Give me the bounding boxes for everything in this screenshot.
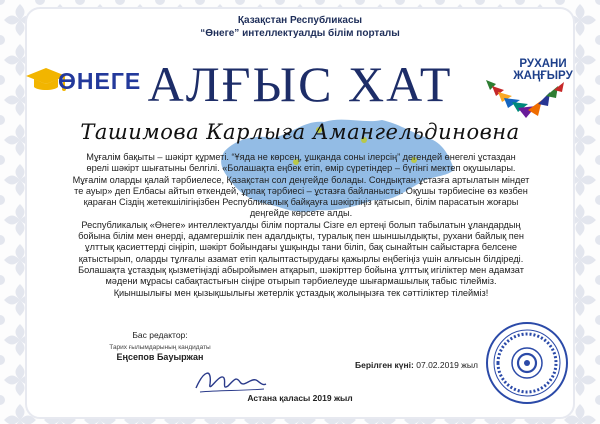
rukhani-zhangyru-label xyxy=(508,58,578,82)
body-line: қатыстырып, оларды тұлғалы азамат етіп қалыптастырудағы қажырлы еңбегіңіз үшін алғысын білдіреді. xyxy=(78,253,524,264)
header-portal-name: “Өнеге” интеллектуалды білім порталы xyxy=(200,28,400,39)
header-country: Қазақстан Республикасы xyxy=(237,15,363,26)
issue-date-value: 07.02.2019 жыл xyxy=(416,360,478,370)
body-line: Болашақта ұстаздық қызметіңізді абыройымен атқарып, шәкірттер бойына ұлттық игіліктер мен адамзат xyxy=(78,264,524,275)
rukhani-line2: ЖАҢҒЫРУ xyxy=(513,70,573,82)
body-line: Қиыншылығы мен қызықшылығы жетерлік ұстаздық жолыңызға тек сәттіліктер тілейміз! xyxy=(113,287,489,298)
issue-city: Астана қаласы 2019 жыл xyxy=(247,393,353,403)
page-title: АЛҒЫС ХАТ xyxy=(147,56,453,112)
portal-header xyxy=(0,14,600,40)
issue-date-label: Берілген күні: xyxy=(355,360,414,370)
body-line: Мұғалім бақыты – шәкірт құрметі. “Ұяда не көрсең, ұшқанда соны ілерсің” дегендей өнегелі ұстаздан xyxy=(86,152,516,162)
editor-role: Бас редактор: xyxy=(132,330,188,340)
bird-emblem-icon xyxy=(478,40,583,130)
round-seal-icon xyxy=(484,320,570,406)
signature-block xyxy=(60,330,260,362)
body-line: Мұғалім оларды қалай тәрбиелесе, Қазақстан сол деңгейде болады. Сондықтан ұстазға артылатын міндет xyxy=(72,174,530,185)
body-line: қараған Сіздің жетекшілігіңізбен Республикалық байқауға шәкіртіңіз қатысып, білім парасатын жоғары xyxy=(83,197,519,208)
body-line: бойына білім мен өнерді, адамгершілік пен адалдықты, туралық пен шыншылдықты, рухани байлық пен xyxy=(78,231,524,242)
body-line: те ауыр» деп Елбасы айтып өткендей, ұрпақ тәрбиесі – ұстазға байланысты. Оқушы тәрбиесіне өз көзбен xyxy=(74,185,528,196)
body-line: деңгейде көрсете алды. xyxy=(249,208,353,219)
rukhani-line1: РУХАНИ xyxy=(519,58,567,70)
body-line: мәдени мұрасы сабақтастығын сіңіре отырып тәрбиелеуде шығармашылық табыс тілейміз. xyxy=(105,276,497,287)
body-line: ұлттық қасиеттерді сіңіріп, шәкірт бойындағы ұшқынды тани біліп, бақ сынайтын сайыстарға белсене xyxy=(84,242,518,253)
recipient-name: Ташимова Карлыға Амангельдиновна xyxy=(80,120,520,144)
letter-body xyxy=(52,152,550,299)
body-line: өрелі шәкірт шығатыны белгілі. «Болашақта еңбек етіп, өмір сүретіндер – бүгінгі мектеп оқушылары. xyxy=(86,163,516,174)
issue-date xyxy=(355,360,478,370)
logo-text: ӨНЕГЕ xyxy=(58,68,142,94)
editor-degree: Тарих ғылымдарының кандидаты xyxy=(109,344,211,351)
body-line: Республикалық «Өнеге» интеллектуалды білім порталы Сізге ел ертеңі болып табылатын ұландардың xyxy=(81,219,521,230)
editor-name: Еңсепов Бауыржан xyxy=(116,352,204,362)
